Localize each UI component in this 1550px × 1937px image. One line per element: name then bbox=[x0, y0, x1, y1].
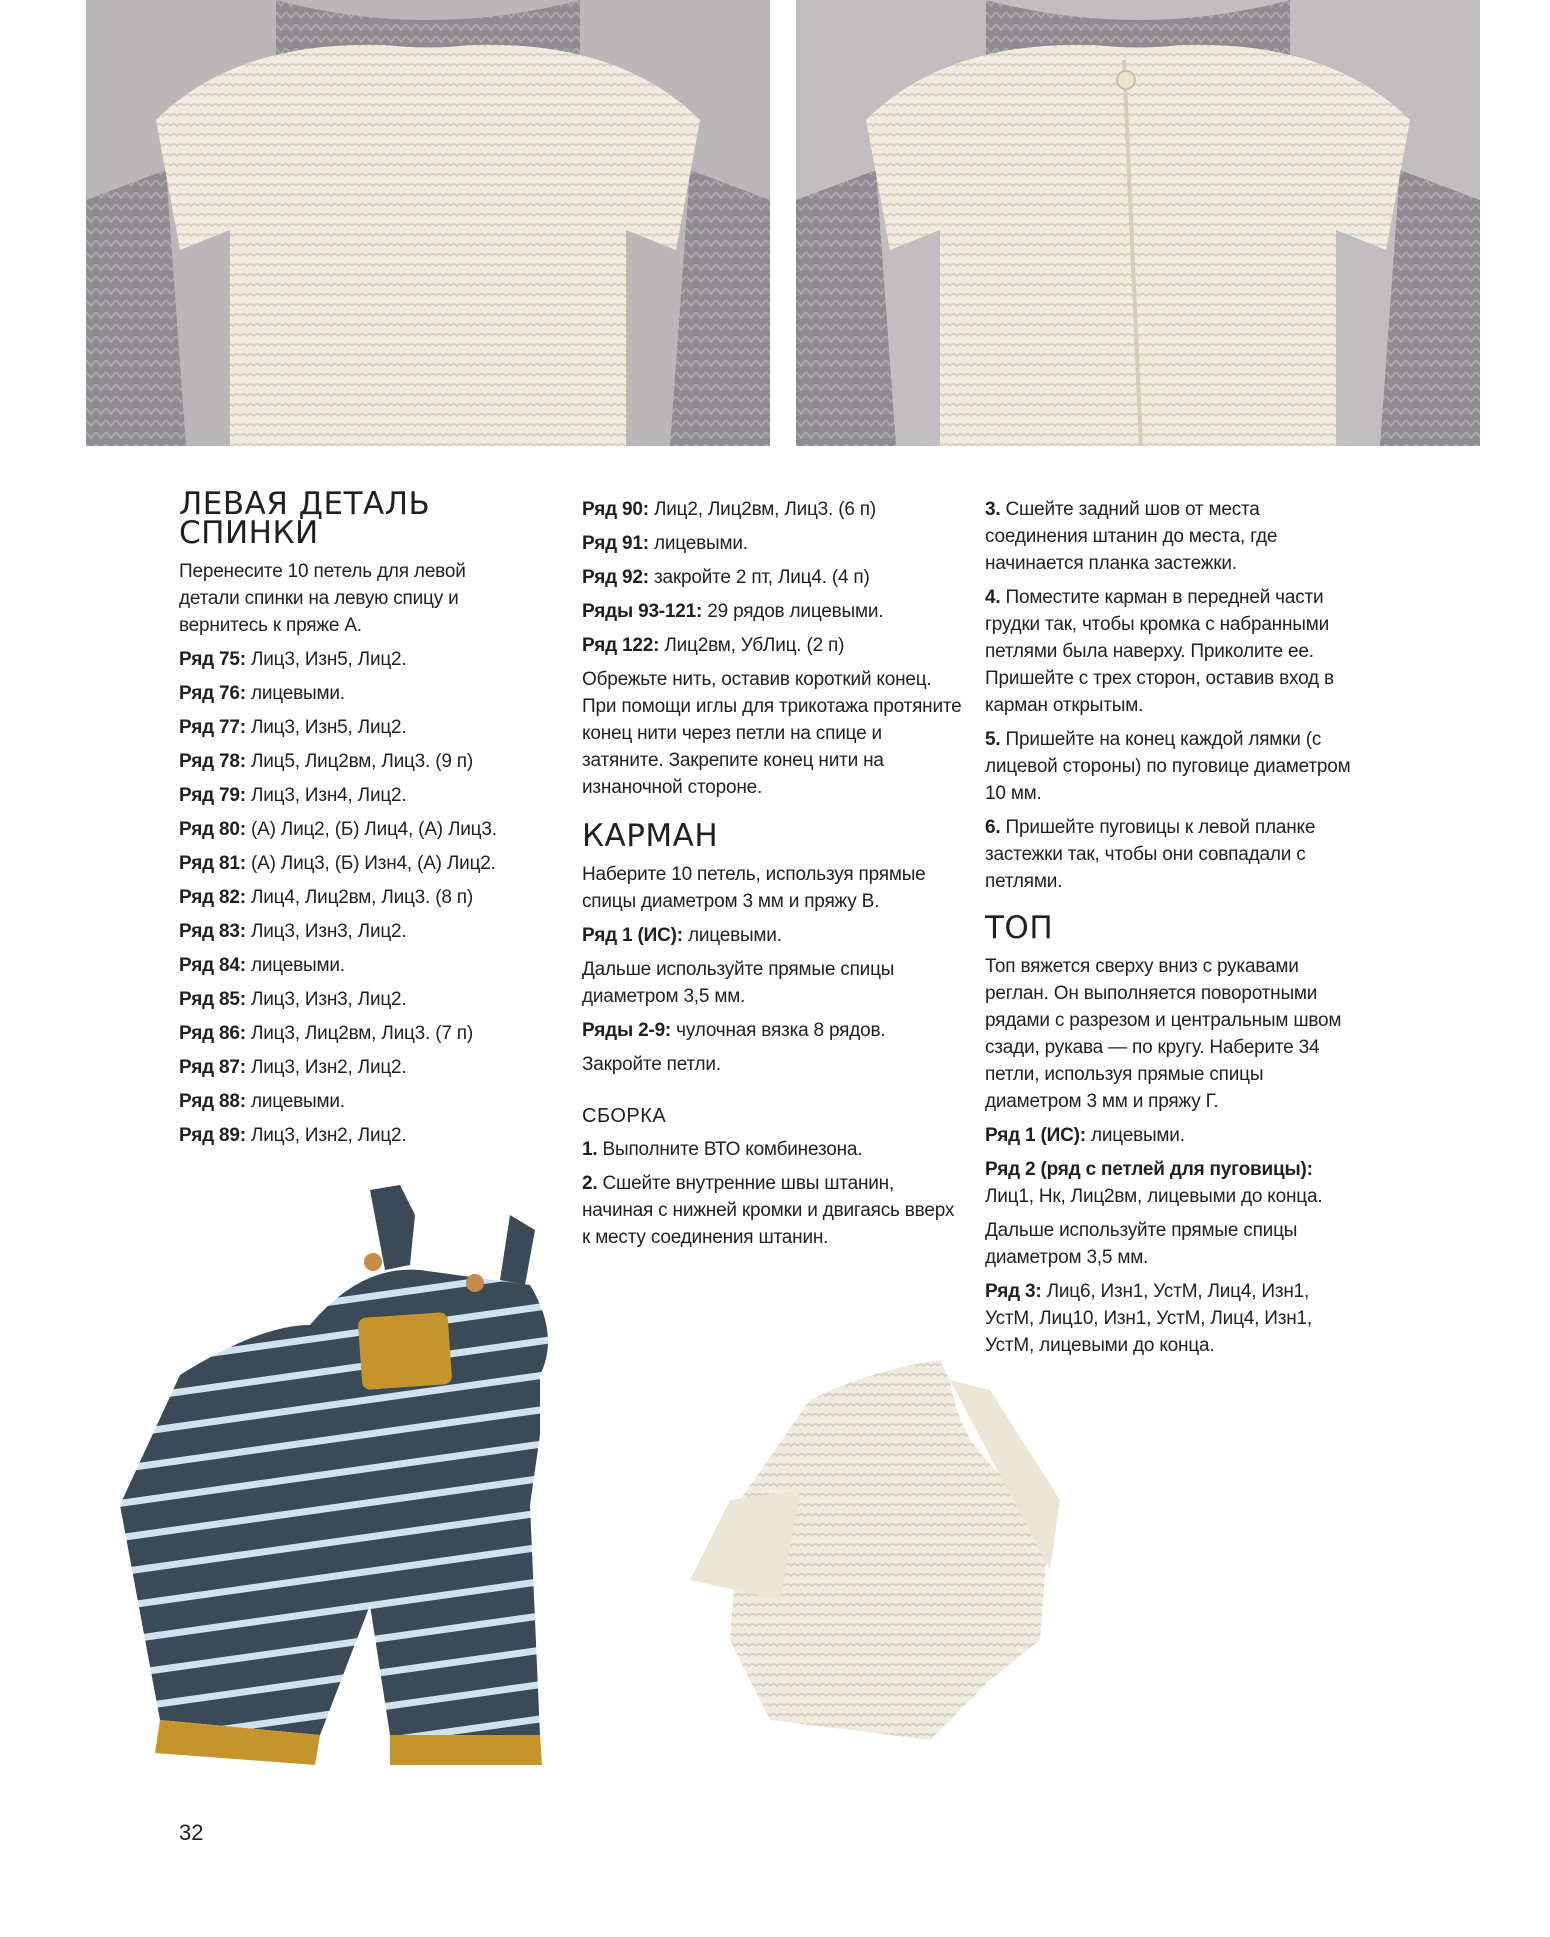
left-back-rows bbox=[179, 646, 509, 1149]
row-text: Пришейте пуговицы к левой планке застежки так, чтобы они совпадали с петлями. bbox=[985, 817, 1316, 892]
row-text: Лиц6, Изн1, УстМ, Лиц4, Изн1, УстМ, Лиц10, Изн1, УстМ, Лиц4, Изн1, УстМ, лицевыми до конца. bbox=[985, 1281, 1313, 1356]
row-label: Ряд 86: bbox=[179, 1023, 246, 1044]
row-text: Сшейте внутренние швы штанин, начиная с нижней кромки и двигаясь вверх к месту соединения штанин. bbox=[582, 1173, 955, 1248]
row-label: Ряд 75: bbox=[179, 649, 246, 670]
row-text: лицевыми. bbox=[245, 683, 345, 704]
row-label: Ряд 79: bbox=[179, 785, 246, 806]
pocket-rows-2-9 bbox=[582, 1017, 962, 1044]
pattern-row bbox=[985, 726, 1355, 807]
pattern-row bbox=[985, 584, 1355, 719]
finish-instructions: Обрежьте нить, оставив короткий конец. При помощи иглы для трикотажа протяните конец нити через петли на спице и затяните. Закрепите конец нити на изнаночной стороне. bbox=[582, 669, 962, 798]
row-text: закройте 2 пт, Лиц4. (4 п) bbox=[648, 567, 870, 588]
row-text: (А) Лиц2, (Б) Лиц4, (А) Лиц3. bbox=[245, 819, 497, 840]
pattern-row bbox=[179, 884, 509, 911]
pocket-intro: Наберите 10 петель, используя прямые спицы диаметром 3 мм и пряжу В. bbox=[582, 864, 926, 912]
row-label: 2. bbox=[582, 1173, 598, 1194]
row-text: лицевыми. bbox=[682, 925, 782, 946]
striped-overalls-photo bbox=[60, 1175, 580, 1775]
pattern-row bbox=[179, 952, 509, 979]
row-label: 3. bbox=[985, 499, 1001, 520]
heading-line-2: СПИНКИ bbox=[179, 515, 319, 551]
row-text: лицевыми. bbox=[1085, 1125, 1185, 1146]
pattern-row bbox=[179, 1020, 509, 1047]
row-text: чулочная вязка 8 рядов. bbox=[671, 1020, 886, 1041]
row-label: Ряд 77: bbox=[179, 717, 246, 738]
row-label: Ряд 81: bbox=[179, 853, 246, 874]
row-text: Лиц5, Лиц2вм, Лиц3. (9 п) bbox=[245, 751, 473, 772]
pattern-row bbox=[582, 496, 962, 523]
row-text: 29 рядов лицевыми. bbox=[702, 601, 884, 622]
row-text: (А) Лиц3, (Б) Изн4, (А) Лиц2. bbox=[245, 853, 496, 874]
row-text: Поместите карман в передней части грудки так, чтобы кромка с набранными петлями была наверху. Приколите ее. Пришейте с трех сторон, оставив вход в карман открытым. bbox=[985, 587, 1334, 716]
page-number: 32 bbox=[179, 1820, 204, 1845]
row-text: Лиц4, Лиц2вм, Лиц3. (8 п) bbox=[245, 887, 473, 908]
pattern-row bbox=[985, 814, 1355, 895]
row-text: Лиц3, Изн3, Лиц2. bbox=[245, 989, 407, 1010]
pocket-close: Закройте петли. bbox=[582, 1054, 721, 1075]
row-label: Ряд 91: bbox=[582, 533, 649, 554]
row-label: Ряд 1 (ИС): bbox=[582, 925, 683, 946]
row-text: Лиц1, Нк, Лиц2вм, лицевыми до конца. bbox=[985, 1186, 1323, 1207]
pattern-row bbox=[985, 496, 1355, 577]
pattern-row bbox=[179, 680, 509, 707]
cream-top-photo bbox=[630, 1340, 1110, 1770]
row-label: Ряд 122: bbox=[582, 635, 660, 656]
pattern-row bbox=[179, 748, 509, 775]
pattern-row bbox=[582, 1170, 962, 1251]
pattern-row bbox=[179, 986, 509, 1013]
row-text: Выполните ВТО комбинезона. bbox=[597, 1139, 863, 1160]
pattern-row bbox=[582, 530, 962, 557]
assembly-heading: СБОРКА bbox=[582, 1105, 667, 1127]
row-text: Сшейте задний шов от места соединения штанин до места, где начинается планка застежки. bbox=[985, 499, 1278, 574]
pocket-next: Дальше используйте прямые спицы диаметром 3,5 мм. bbox=[582, 959, 895, 1007]
row-label: Ряд 3: bbox=[985, 1281, 1042, 1302]
row-label: 1. bbox=[582, 1139, 598, 1160]
left-back-heading bbox=[179, 486, 509, 551]
doll-top-front-photo bbox=[86, 0, 770, 446]
left-back-intro: Перенесите 10 петель для левой детали спинки на левую спицу и вернитесь к пряже А. bbox=[179, 561, 466, 636]
pocket-row-1 bbox=[582, 922, 962, 949]
row-text: Лиц3, Изн4, Лиц2. bbox=[245, 785, 407, 806]
row-text: Лиц3, Изн5, Лиц2. bbox=[245, 717, 407, 738]
column-middle bbox=[582, 496, 962, 1258]
pattern-row bbox=[582, 564, 962, 591]
pattern-row bbox=[582, 598, 962, 625]
pattern-row bbox=[582, 1136, 962, 1163]
top-row-1 bbox=[985, 1122, 1355, 1149]
doll-top-back-photo bbox=[796, 0, 1480, 446]
row-label: Ряд 2 (ряд с петлей для пуговицы): bbox=[985, 1159, 1313, 1180]
row-label: Ряд 90: bbox=[582, 499, 649, 520]
column-left bbox=[179, 486, 509, 1156]
assembly-steps-continued bbox=[985, 496, 1355, 895]
row-label: Ряд 92: bbox=[582, 567, 649, 588]
row-label: 5. bbox=[985, 729, 1001, 750]
pattern-row bbox=[179, 1054, 509, 1081]
row-text: Пришейте на конец каждой лямки (с лицевой стороны) по пуговице диаметром 10 мм. bbox=[985, 729, 1351, 804]
row-text: лицевыми. bbox=[648, 533, 748, 554]
row-text: Лиц3, Изн2, Лиц2. bbox=[245, 1057, 407, 1078]
row-label: Ряд 82: bbox=[179, 887, 246, 908]
row-label: Ряды 93-121: bbox=[582, 601, 703, 622]
row-label: Ряд 76: bbox=[179, 683, 246, 704]
row-label: Ряд 78: bbox=[179, 751, 246, 772]
left-back-rows-continued bbox=[582, 496, 962, 659]
row-text: Лиц3, Лиц2вм, Лиц3. (7 п) bbox=[245, 1023, 473, 1044]
pattern-row bbox=[179, 918, 509, 945]
pattern-row bbox=[179, 1122, 509, 1149]
pattern-row bbox=[179, 714, 509, 741]
row-label: Ряд 80: bbox=[179, 819, 246, 840]
top-next: Дальше используйте прямые спицы диаметром 3,5 мм. bbox=[985, 1220, 1298, 1268]
row-label: 4. bbox=[985, 587, 1001, 608]
pattern-row bbox=[179, 1088, 509, 1115]
row-label: Ряд 85: bbox=[179, 989, 246, 1010]
row-label: Ряд 1 (ИС): bbox=[985, 1125, 1086, 1146]
pocket-heading: КАРМАН bbox=[582, 818, 719, 854]
top-row-2 bbox=[985, 1156, 1355, 1210]
row-text: Лиц2вм, УбЛиц. (2 п) bbox=[659, 635, 845, 656]
pattern-row bbox=[179, 850, 509, 877]
row-label: Ряд 89: bbox=[179, 1125, 246, 1146]
row-label: Ряд 88: bbox=[179, 1091, 246, 1112]
row-label: 6. bbox=[985, 817, 1001, 838]
pattern-row bbox=[179, 646, 509, 673]
pattern-row bbox=[582, 632, 962, 659]
assembly-steps bbox=[582, 1136, 962, 1251]
pattern-row bbox=[179, 816, 509, 843]
row-label: Ряд 87: bbox=[179, 1057, 246, 1078]
row-label: Ряд 84: bbox=[179, 955, 246, 976]
top-heading: ТОП bbox=[985, 910, 1054, 946]
pattern-row bbox=[179, 782, 509, 809]
column-right bbox=[985, 496, 1355, 1366]
row-text: Лиц3, Изн2, Лиц2. bbox=[245, 1125, 407, 1146]
heading-line-1: ЛЕВАЯ ДЕТАЛЬ bbox=[179, 486, 431, 522]
row-label: Ряд 83: bbox=[179, 921, 246, 942]
row-text: Лиц2, Лиц2вм, Лиц3. (6 п) bbox=[648, 499, 876, 520]
top-intro: Топ вяжется сверху вниз с рукавами реглан. Он выполняется поворотными рядами с разрезом и центральным швом сзади, рукава — по кругу. Наберите 34 петли, используя прямые спицы диаметром 3 мм и пряжу Г. bbox=[985, 956, 1342, 1112]
row-text: Лиц3, Изн5, Лиц2. bbox=[245, 649, 407, 670]
row-text: Лиц3, Изн3, Лиц2. bbox=[245, 921, 407, 942]
row-text: лицевыми. bbox=[245, 955, 345, 976]
row-text: лицевыми. bbox=[245, 1091, 345, 1112]
row-label: Ряды 2-9: bbox=[582, 1020, 672, 1041]
